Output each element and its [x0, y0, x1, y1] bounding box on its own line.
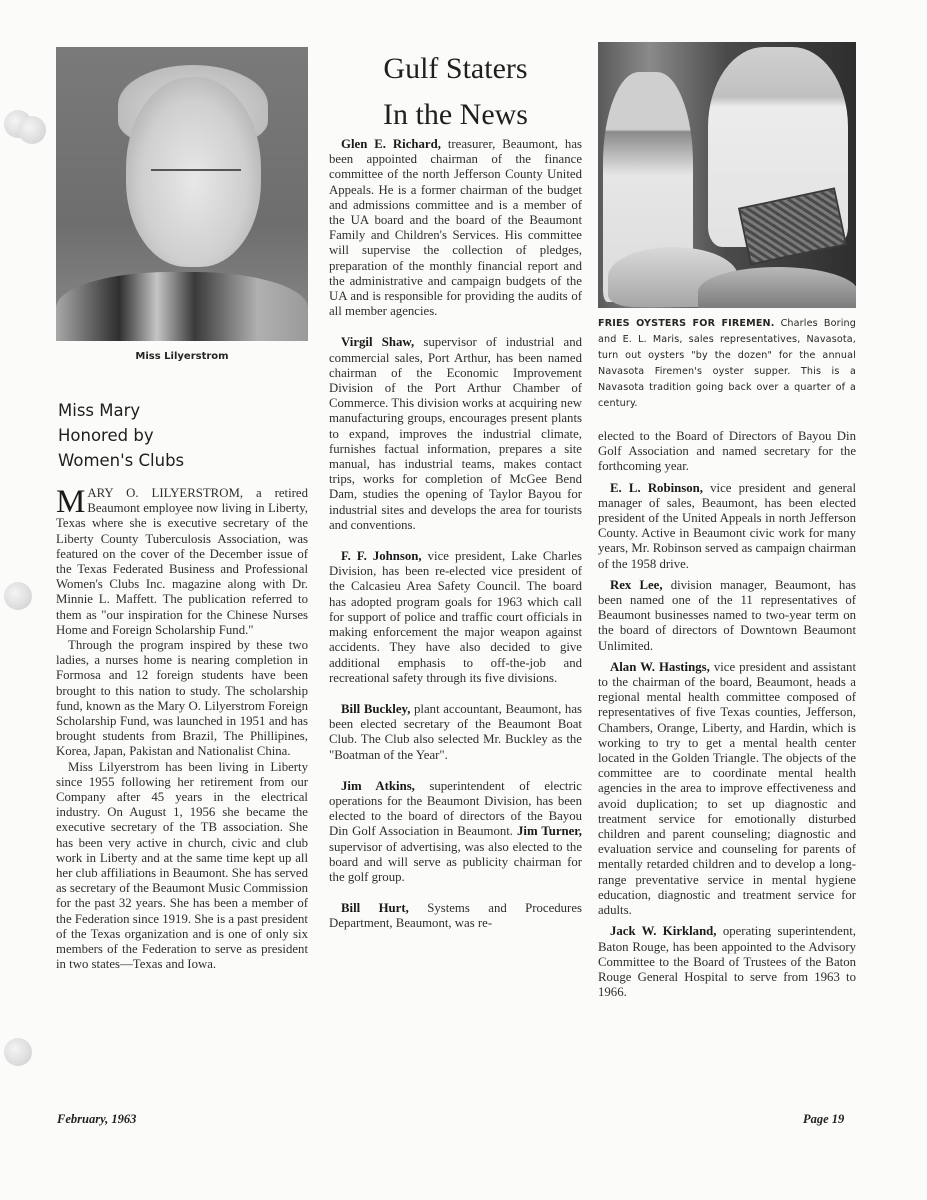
news-text: treasurer, Beaumont, has been appointed chairman of the finance committee of the north Jefferson County United Appeals. He is a former chairman of the budget and admissions committee and is a member of the UA board and the board of the Beaumont Family and Children's Services. His committee will supervise the collection of pledges, preparation of the monthly financial report and the administrative and campaign budgets of the UA and is responsible for providing the audits of all member agencies.	[329, 137, 582, 319]
article-paragraph: Through the program inspired by these two ladies, a nurses home is nearing completion in Formosa and 12 foreign students have been brought to this nation to study. The scholarship fund, known as the Mary O. Lilyerstrom Foreign Scholarship Fund, was launched in 1951 and has brought students from Brazil, The Phillipines, Korea, Japan, Pakistan and Nationalist China.	[56, 638, 308, 759]
news-text: supervisor of advertising, was also elected to the board and will serve as publicity chairman for the golf group.	[329, 839, 582, 884]
news-item	[329, 549, 582, 686]
article-paragraph: Miss Lilyerstrom has been living in Liberty since 1955 following her retirement from our Company after 45 years in the electrical industry. On August 1, 1956 she became the executive secretary of the TB association. She has been very active in church, civic and club work in Liberty and at the same time kept up all her club affiliations in Beaumont. She has served as secretary of the Beaumont Music Commission for the past 32 years. She has been a member of the Federation since 1919. She is a past president of the Texas organization and is one of only six members of the Federation to serve as president in two states—Texas and Iowa.	[56, 759, 308, 972]
news-item	[598, 924, 856, 1000]
person-name: Virgil Shaw,	[341, 335, 415, 350]
headline-line: Miss Mary	[58, 401, 141, 420]
news-text: superintendent of electric operations for the Beaumont Division, has been elected to the board of directors of the Bayou Din Golf Association in Beaumont.	[329, 778, 582, 839]
portrait-photo	[56, 47, 308, 341]
news-text: vice president and assistant to the chairman of the board, Beaumont, heads a regional mental health committee composed of representatives of five Texas counties, Jefferson, Chambers, Orange, Liberty, and Hardin, which is working to try to get a mental health center located in the Golden Triangle. The objects of the committee are to coordinate mental health agencies in the area to improve effectiveness and avoid duplication; to set up diagnostic and treatment service for emotionally disturbed children and parent counseling; diagnostic and evaluation service and counseling for parents of mentally retarded children and to develop a long-range preventative service in mental hygiene education, diagnostic and treatment service for adults.	[598, 659, 856, 918]
news-items	[329, 137, 582, 932]
person-name: Bill Buckley,	[341, 701, 411, 716]
person-name: Jim Turner,	[516, 824, 582, 839]
binder-hole-icon	[4, 580, 48, 618]
article-headline	[58, 398, 298, 473]
news-item	[598, 578, 856, 654]
binder-hole-icon	[4, 108, 48, 146]
person-name: Bill Hurt,	[341, 901, 409, 916]
binder-hole-icon	[4, 1036, 48, 1074]
news-item	[329, 702, 582, 763]
news-item	[598, 660, 856, 918]
headline-line: Honored by	[58, 426, 154, 445]
portrait-caption: Miss Lilyerstrom	[135, 351, 229, 362]
paragraph-text: ARY O. LILYERSTROM, a retired Beaumont employee now living in Liberty, Texas where she is executive secretary of the Liberty County Tuberculosis Association, was featured on the cover of the December issue of the Texas Federated Business and Professional Women's Clubs Inc. magazine along with Dr. Minnie L. Maffett. The publication referred to them as "our inspiration for the Chinese Nurses Home and Foreign Scholarship Fund."	[56, 486, 308, 637]
news-text: vice president and general manager of sales, Beaumont, has been elected president of the United Appeals in north Jefferson County. Active in Beaumont civic work for many years, Mr. Robinson served as campaign chairman of the 1958 drive.	[598, 480, 856, 571]
news-text: Systems and Procedures Department, Beaumont, was re-	[329, 901, 582, 931]
oyster-fry-photo	[598, 42, 856, 308]
photo-caption	[598, 316, 856, 412]
news-item	[329, 137, 582, 319]
person-name: Glen E. Richard,	[341, 137, 441, 151]
person-name: E. L. Robinson,	[610, 480, 703, 495]
page-number: Page 19	[803, 1112, 845, 1126]
person-name: Alan W. Hastings,	[610, 659, 710, 674]
section-masthead	[329, 46, 582, 138]
news-item	[329, 779, 582, 885]
news-item	[329, 335, 582, 533]
caption-title: FRIES OYSTERS FOR FIREMEN.	[598, 318, 775, 329]
news-item	[329, 901, 582, 931]
article-body	[56, 486, 308, 973]
person-name: Rex Lee,	[610, 577, 663, 592]
news-text: vice president, Lake Charles Division, has been re-elected vice president of the Calcasieu Area Safety Council. The board has adopted program goals for 1963 which call for support of police and traffic court officials in making enforcement the major weapon against accidents. They have also decided to give additional emphasis to off-the-job and recreational safety through its five divisions.	[329, 549, 582, 685]
drop-cap: M	[56, 484, 86, 520]
issue-date: February, 1963	[57, 1112, 137, 1126]
headline-line: Women's Clubs	[58, 451, 185, 470]
person-name: Jim Atkins,	[341, 778, 415, 793]
continued-text: elected to the Board of Directors of Bayou Din Golf Association and named secretary for the forthcoming year.	[598, 429, 856, 474]
person-name: Jack W. Kirkland,	[610, 924, 717, 939]
news-text: supervisor of industrial and commercial sales, Port Arthur, has been named chairman of the Economic Improvement Division of the Port Arthur Chamber of Commerce. This division works at acquiring new manufacturing groups, encourages present plants to expand, improves the industrial climate, furnishes factual information, prepares a site manual, has industrial teams, makes contact trips, works for completion of McGee Bend Dam, studies the opening of Taylor Bayou for industrial sites and develops the area for tourists and conventions.	[329, 335, 583, 532]
masthead-line: Gulf Staters	[383, 52, 528, 85]
news-text: operating superintendent, Baton Rouge, has been appointed to the Advisory Committee to the Board of Trustees of the Baton Rouge General Hospital to serve from 1963 to 1966.	[598, 924, 857, 1000]
person-name: F. F. Johnson,	[341, 549, 422, 564]
article-paragraph	[56, 486, 308, 638]
caption-text: Charles Boring and E. L. Maris, sales representatives, Navasota, turn out oysters "by the dozen" for the annual Navasota Firemen's oyster supper. This is a Navasota tradition going back over a quarter of a century.	[598, 318, 856, 409]
news-text: plant accountant, Beaumont, has been elected secretary of the Beaumont Boat Club. The Club also selected Mr. Buckley as the "Boatman of the Year".	[329, 701, 582, 762]
news-text: division manager, Beaumont, has been named one of the 11 representatives of Beaumont businesses named to two-year term on the board of directors of Downtown Beaumont Unlimited.	[598, 577, 856, 653]
news-item	[598, 481, 856, 572]
masthead-line: In the News	[383, 98, 528, 131]
news-items-continued	[598, 429, 856, 1000]
